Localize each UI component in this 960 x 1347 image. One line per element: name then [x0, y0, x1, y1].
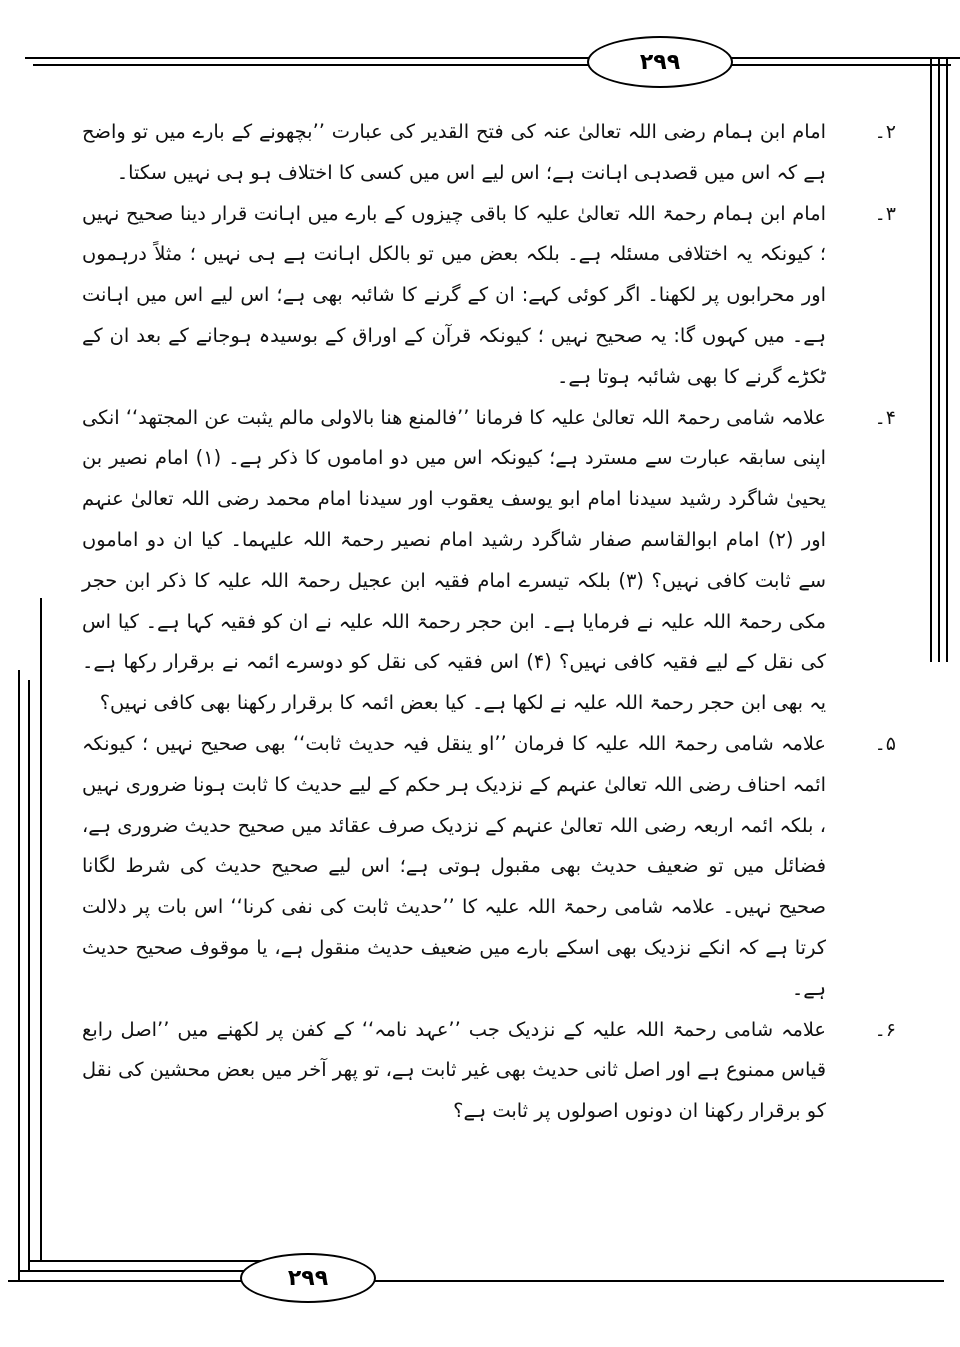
item-number: ۴۔ [874, 406, 896, 429]
list-item-6 [82, 1010, 900, 1132]
page-number-top-text: ۲۹۹ [639, 49, 681, 75]
item-text: علامہ شامی رحمۃ اللہ تعالیٰ علیہ کا فرمانا ’’فالمنع ھنا بالاولی مالم یثبت عن المجتھد‘‘ انکی اپنی سابقہ عبارت سے مسترد ہے؛ کیونکہ اس میں دو اماموں کا ذکر ہے۔ (۱) امام نصیر بن یحییٰ شاگرد رشید سیدنا امام ابو یوسف یعقوب اور سیدنا امام محمد رضی اللہ تعالیٰ عنہم اور (۲) امام ابوالقاسم صفار شاگرد رشید امام نصیر رحمۃ اللہ علیہما۔ کیا ان دو اماموں سے ثابت کافی نہیں؟ (۳) بلکہ تیسرے امام فقیہ ابن عجیل رحمۃ اللہ علیہ کا ذکر ابن حجر مکی رحمۃ اللہ علیہ نے فرمایا ہے۔ ابن حجر رحمۃ اللہ علیہ نے ان کو فقیہ کہا ہے۔ کیا اس کی نقل کے لیے فقیہ کافی نہیں؟ (۴) اس فقیہ کی نقل کو دوسرے ائمہ نے برقرار رکھا ہے۔ یہ بھی ابن حجر رحمۃ اللہ علیہ نے لکھا ہے۔ کیا بعض ائمہ کا برقرار رکھنا بھی کافی نہیں؟ [82, 405, 826, 715]
frame-left-line-2 [28, 680, 30, 1270]
item-text: امام ابن ہمام رحمۃ اللہ تعالیٰ علیہ کا باقی چیزوں کے بارے میں اہانت قرار دینا صحیح نہیں ؛ کیونکہ یہ اختلافی مسئلہ ہے۔ بلکہ بعض میں تو بالکل اہانت ہے ہی نہیں ؛ مثلاً درہموں اور محرابوں پر لکھنا۔ اگر کوئی کہے: ان کے گرنے کا شائبہ بھی ہے؛ اس لیے اس میں اہانت ہے۔ میں کہوں گا: یہ صحیح نہیں ؛ کیونکہ قرآن کے اوراق کے بوسیدہ ہوجانے کے بعد ان کے ٹکڑے گرنے کا بھی شائبہ ہوتا ہے۔ [82, 201, 826, 388]
item-text: علامہ شامی رحمۃ اللہ علیہ کا فرمان ’’او ینقل فیہ حدیث ثابت‘‘ بھی صحیح نہیں ؛ کیونکہ ائمہ احناف رضی اللہ تعالیٰ عنہم کے نزدیک ہر حکم کے لیے حدیث کا ثابت ہونا ضروری نہیں ، بلکہ ائمہ اربعہ رضی اللہ تعالیٰ عنہم کے نزدیک صرف عقائد میں صحیح حدیث ضروری ہے، فضائل میں تو ضعیف حدیث بھی مقبول ہوتی ہے؛ اس لیے صحیح حدیث کی شرط لگانا صحیح نہیں۔ علامہ شامی رحمۃ اللہ علیہ کا ’’حدیث ثابت کی نفی کرنا‘‘ اس بات پر دلالت کرتا ہے کہ انکے نزدیک بھی اسکے بارے میں ضعیف حدیث منقول ہے، یا موقوف صحیح حدیث ہے۔ [82, 731, 826, 1000]
frame-left-line-1 [40, 598, 42, 1260]
frame-bottom-line-inner [28, 1260, 273, 1262]
item-text: امام ابن ہمام رضی اللہ تعالیٰ عنہ کی فتح القدیر کی عبارت ’’بچھونے کے بارے میں تو واضح ہے کہ اس میں قصدہی اہانت ہے؛ اس لیے اس میں کسی کا اختلاف ہو ہی نہیں سکتا۔ [82, 120, 826, 184]
list-item-5 [82, 724, 900, 1010]
frame-left-line-3 [18, 670, 20, 1280]
page-number-bottom-text: ۲۹۹ [287, 1265, 329, 1291]
item-number: ۵۔ [874, 732, 896, 755]
frame-bottom-line-mid [18, 1270, 273, 1272]
item-number: ۶۔ [874, 1018, 896, 1041]
list-item-3 [82, 194, 900, 398]
list-item-4 [82, 398, 900, 724]
frame-top-line-outer [25, 57, 960, 59]
item-number: ۲۔ [874, 121, 896, 143]
item-number: ۳۔ [874, 202, 896, 225]
page-number-top [587, 36, 733, 88]
frame-right-line-3 [946, 57, 948, 662]
page-number-bottom [240, 1253, 376, 1303]
frame-top-line-inner [33, 64, 951, 66]
item-text: علامہ شامی رحمۃ اللہ علیہ کے نزدیک جب ’’عہد نامہ‘‘ کے کفن پر لکھنے میں ’’اصل رابع قیاس ممنوع ہے اور اصل ثانی حدیث بھی غیر ثابت ہے، تو پھر آخر میں بعض محشین کی نقل کو برقرار رکھنا ان دونوں اصولوں پر ثابت ہے؟ [82, 1017, 826, 1123]
frame-right-line-2 [938, 57, 940, 662]
list-item-2 [82, 112, 900, 194]
frame-bottom-line-outer [8, 1280, 944, 1282]
page-body [82, 112, 900, 1132]
frame-right-line-1 [930, 57, 932, 662]
